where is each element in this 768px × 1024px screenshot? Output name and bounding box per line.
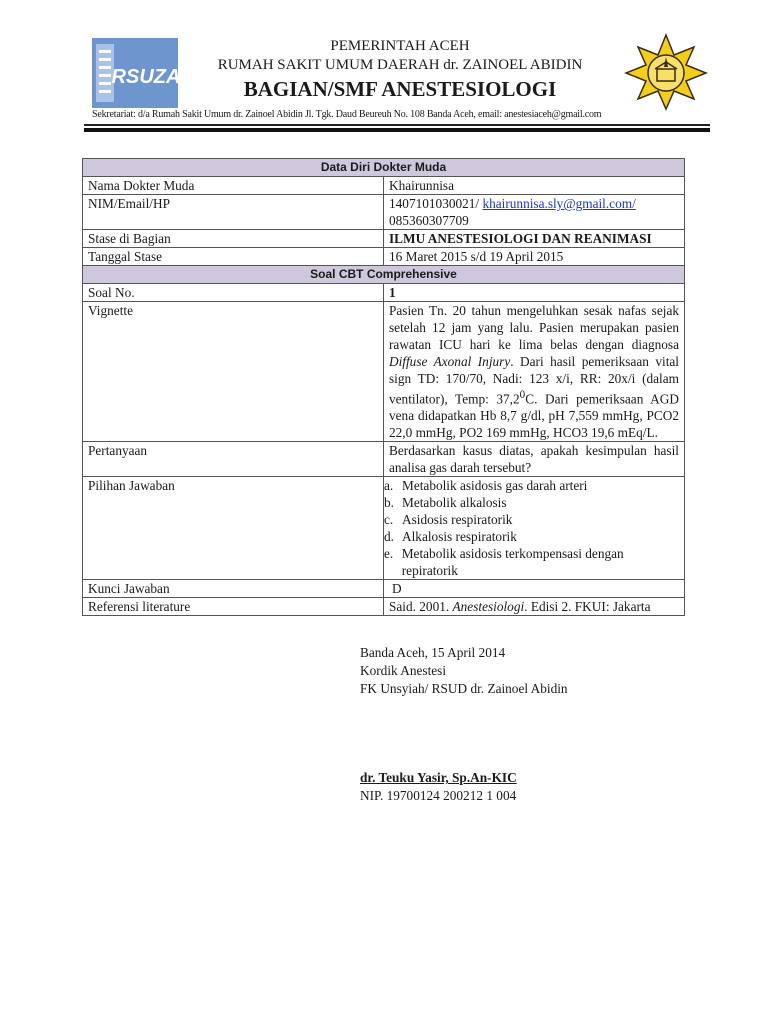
option-item — [384, 494, 679, 511]
kunci-label: Kunci Jawaban — [83, 580, 384, 598]
vignette-part: C. Dari pemeriksaan AGD vena didapatkan Hb 8,7 g/dl, pH 7,559 mmHg, PCO2 22,0 mmHg, PO2 169 mmHg, HCO3 19,6 mEq/L. — [389, 391, 679, 441]
section-header-cbt — [83, 266, 685, 284]
hp-value: 085360307709 — [389, 213, 469, 228]
option-text: Alkalosis respiratorik — [402, 529, 517, 545]
header-address: Sekretariat: d/a Rumah Sakit Umum dr. Zainoel Abidin Jl. Tgk. Daud Beureuh No. 108 Banda Aceh, email: anestesiaceh@gmail.com — [92, 109, 602, 120]
option-item — [384, 545, 679, 579]
ref-part: . Edisi 2. FKUI: Jakarta — [524, 599, 651, 615]
tanggal-value: 16 Maret 2015 s/d 19 April 2015 — [384, 248, 685, 266]
table-row — [83, 580, 685, 598]
logo-left-text: RSUZA — [111, 66, 178, 88]
nama-value: Khairunnisa — [384, 177, 685, 195]
options-list — [384, 477, 685, 580]
vignette-diagnosis: Diffuse Axonal Injury — [389, 354, 511, 369]
option-key: b. — [384, 495, 394, 511]
table-row — [83, 477, 685, 580]
ref-part: Said. 2001. — [389, 599, 453, 615]
soal-label: Soal No. — [83, 284, 384, 302]
option-key: a. — [384, 478, 394, 494]
university-emblem-icon — [624, 33, 708, 111]
nim-value-cell — [384, 195, 685, 230]
section-title: Data Diri Dokter Muda — [83, 159, 685, 177]
vignette-part: Pasien Tn. 20 tahun mengeluhkan sesak nafas sejak setelah 12 jam yang lalu. Pasien merupakan pasien rawatan ICU hari ke lima belas dengan diagnosa — [389, 303, 679, 352]
vignette-label: Vignette — [83, 302, 384, 442]
signature-place-date: Banda Aceh, 15 April 2014 — [360, 645, 506, 660]
option-key: d. — [384, 529, 394, 545]
nim-value: 1407101030021/ — [389, 196, 483, 211]
header-line-hospital: RUMAH SAKIT UMUM DAERAH dr. ZAINOEL ABIDIN — [217, 57, 583, 73]
pertanyaan-label: Pertanyaan — [83, 442, 384, 477]
email-link[interactable]: khairunnisa.sly@gmail.com/ — [482, 196, 636, 211]
signature-name: dr. Teuku Yasir, Sp.An-KIC — [360, 770, 517, 785]
option-key: e. — [384, 546, 394, 562]
vignette-text — [384, 302, 685, 442]
pilihan-label: Pilihan Jawaban — [83, 477, 384, 580]
header-line-government: PEMERINTAH ACEH — [330, 38, 470, 54]
header-divider-thick — [84, 128, 710, 132]
option-item — [384, 511, 679, 528]
vignette-part: . Dari hasil pemeriksaan vital sign TD: 170/70, Nadi: 123 x/i, RR: 20x/i (dalam ventilator), Temp: 37,2 — [389, 354, 680, 407]
option-text: Metabolik asidosis gas darah arteri — [402, 478, 588, 494]
nim-label: NIM/Email/HP — [83, 195, 384, 230]
table-row — [83, 302, 685, 442]
referensi-label: Referensi literature — [83, 598, 384, 616]
referensi-value — [384, 598, 685, 616]
option-text: Metabolik asidosis terkompensasi dengan repiratorik — [401, 546, 624, 579]
header-title: BAGIAN/SMF ANESTESIOLOGI — [243, 77, 557, 101]
section-title: Soal CBT Comprehensive — [83, 266, 685, 284]
table-row — [83, 248, 685, 266]
header-divider-thin — [84, 124, 710, 126]
signature-nip: NIP. 19700124 200212 1 004 — [360, 788, 517, 803]
table-row — [83, 598, 685, 616]
nama-label: Nama Dokter Muda — [83, 177, 384, 195]
table-row — [83, 195, 685, 230]
signature-role: Kordik Anestesi — [360, 663, 447, 678]
table-row — [83, 177, 685, 195]
cbt-form-table — [82, 158, 685, 616]
option-text: Asidosis respiratorik — [402, 512, 513, 528]
stase-label: Stase di Bagian — [83, 230, 384, 248]
tanggal-label: Tanggal Stase — [83, 248, 384, 266]
vignette-degree: 0 — [519, 389, 526, 401]
table-row — [83, 284, 685, 302]
option-text: Metabolik alkalosis — [402, 495, 507, 511]
table-row — [83, 230, 685, 248]
kunci-value: D — [384, 580, 685, 598]
rsuza-logo-icon — [92, 38, 178, 108]
option-key: c. — [384, 512, 394, 528]
ref-title: Anestesiologi — [452, 599, 525, 615]
option-item — [384, 528, 679, 545]
table-row — [83, 442, 685, 477]
soal-value: 1 — [384, 284, 685, 302]
section-header-personal — [83, 159, 685, 177]
pertanyaan-value: Berdasarkan kasus diatas, apakah kesimpulan hasil analisa gas darah tersebut? — [384, 442, 685, 477]
option-item — [384, 477, 679, 494]
stase-value: ILMU ANESTESIOLOGI DAN REANIMASI — [384, 230, 685, 248]
signature-institution: FK Unsyiah/ RSUD dr. Zainoel Abidin — [360, 681, 568, 696]
